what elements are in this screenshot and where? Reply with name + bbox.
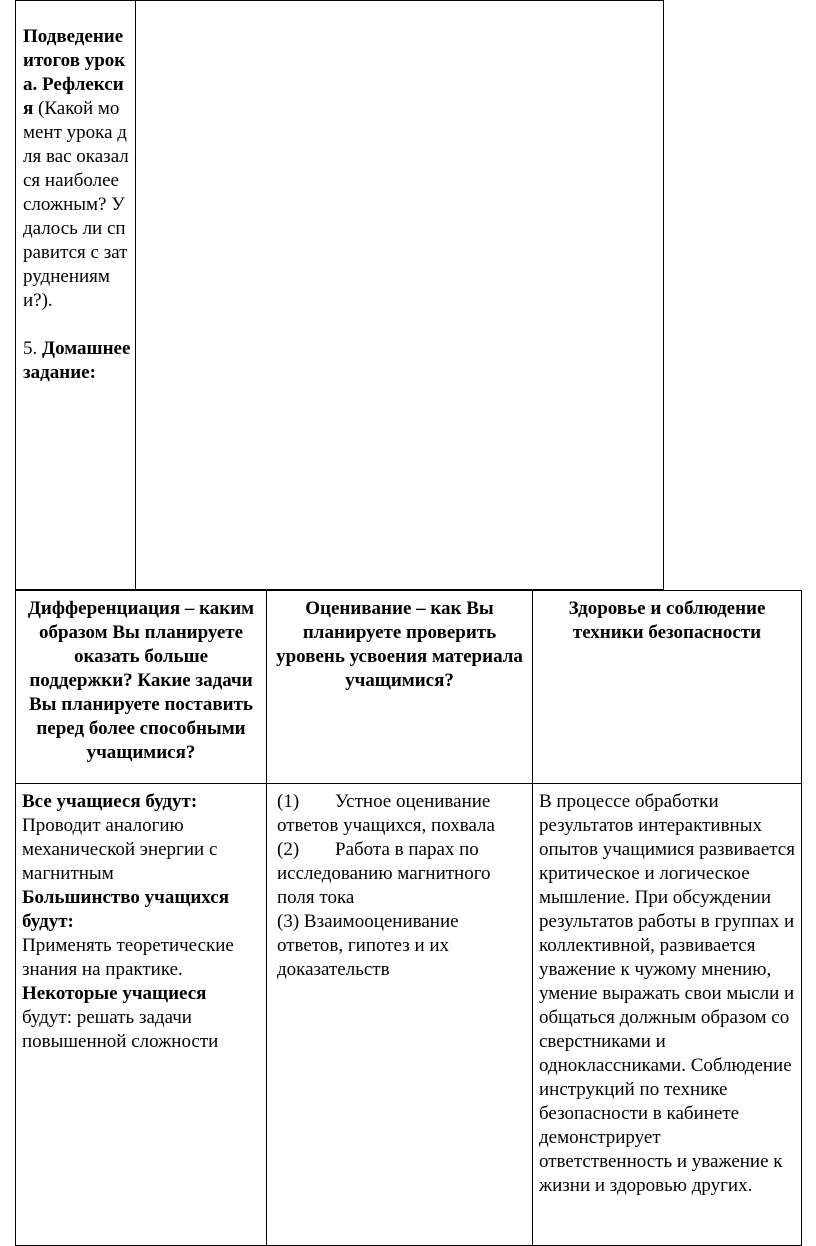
summary-title: Подведение итогов урока. [23,26,126,95]
list-item-text: Работа в парах по исследованию магнитного поля тока [277,839,491,908]
summary-content-cell [136,1,664,590]
list-item-text: Взаимооценивание ответов, гипотез и их доказательств [277,911,459,980]
summary-reflection-text [23,25,131,313]
reflection-title: Рефлексия [23,74,124,119]
header-safety: Здоровье и соблюдение техники безопасности [533,591,802,784]
homework-title: Домашнее задание: [23,338,131,383]
homework-heading [23,337,131,385]
list-item-text: Устное оценивание ответов учащихся, похвала [277,791,495,836]
some-students-label: Некоторые учащиеся [22,983,207,1004]
safety-cell: В процессе обработки результатов интерактивных опытов учащимися развивается критическое и логическое мышление. При обсуждении результатов работы в группах и коллективной, развивается уважение к чужому мнению, умение выражать свои мысли и общаться должным образом со сверстниками и одноклассниками. Соблюдение инструкций по технике безопасности в кабинете демонстрирует ответственность и уважение к жизни и здоровью других. [533,784,802,1246]
list-item [277,790,526,838]
summary-cell [16,1,136,590]
planning-table [15,590,802,1246]
some-students-text: будут: решать задачи повышенной сложности [22,1007,219,1052]
table-row [16,784,802,1246]
list-item-number: (1) [277,791,300,812]
list-item [277,838,526,910]
assessment-cell [267,784,533,1246]
lesson-summary-table [15,0,664,590]
reflection-question: (Какой момент урока для вас оказался наиболее сложным? Удалось ли справится с затруднениями?). [23,98,129,311]
list-item-number: (2) [277,839,300,860]
header-assessment: Оценивание – как Вы планируете проверить уровень усвоения материала учащимися? [267,591,533,784]
most-students-text: Применять теоретические знания на практике. [22,935,234,980]
homework-number: 5. [23,338,38,359]
most-students-label: Большинство учащихся будут: [22,887,229,932]
all-students-label: Все учащиеся будут: [22,791,198,812]
some-students-block [22,982,260,1054]
all-students-text: Проводит аналогию механической энергии с магнитным [22,815,218,884]
header-differentiation: Дифференциация – каким образом Вы планируете оказать больше поддержки? Какие задачи Вы планируете поставить перед более способными учащимися? [16,591,267,784]
differentiation-cell [16,784,267,1246]
list-item-number: (3) [277,911,300,932]
table-header-row [16,591,802,784]
list-item [277,910,526,982]
